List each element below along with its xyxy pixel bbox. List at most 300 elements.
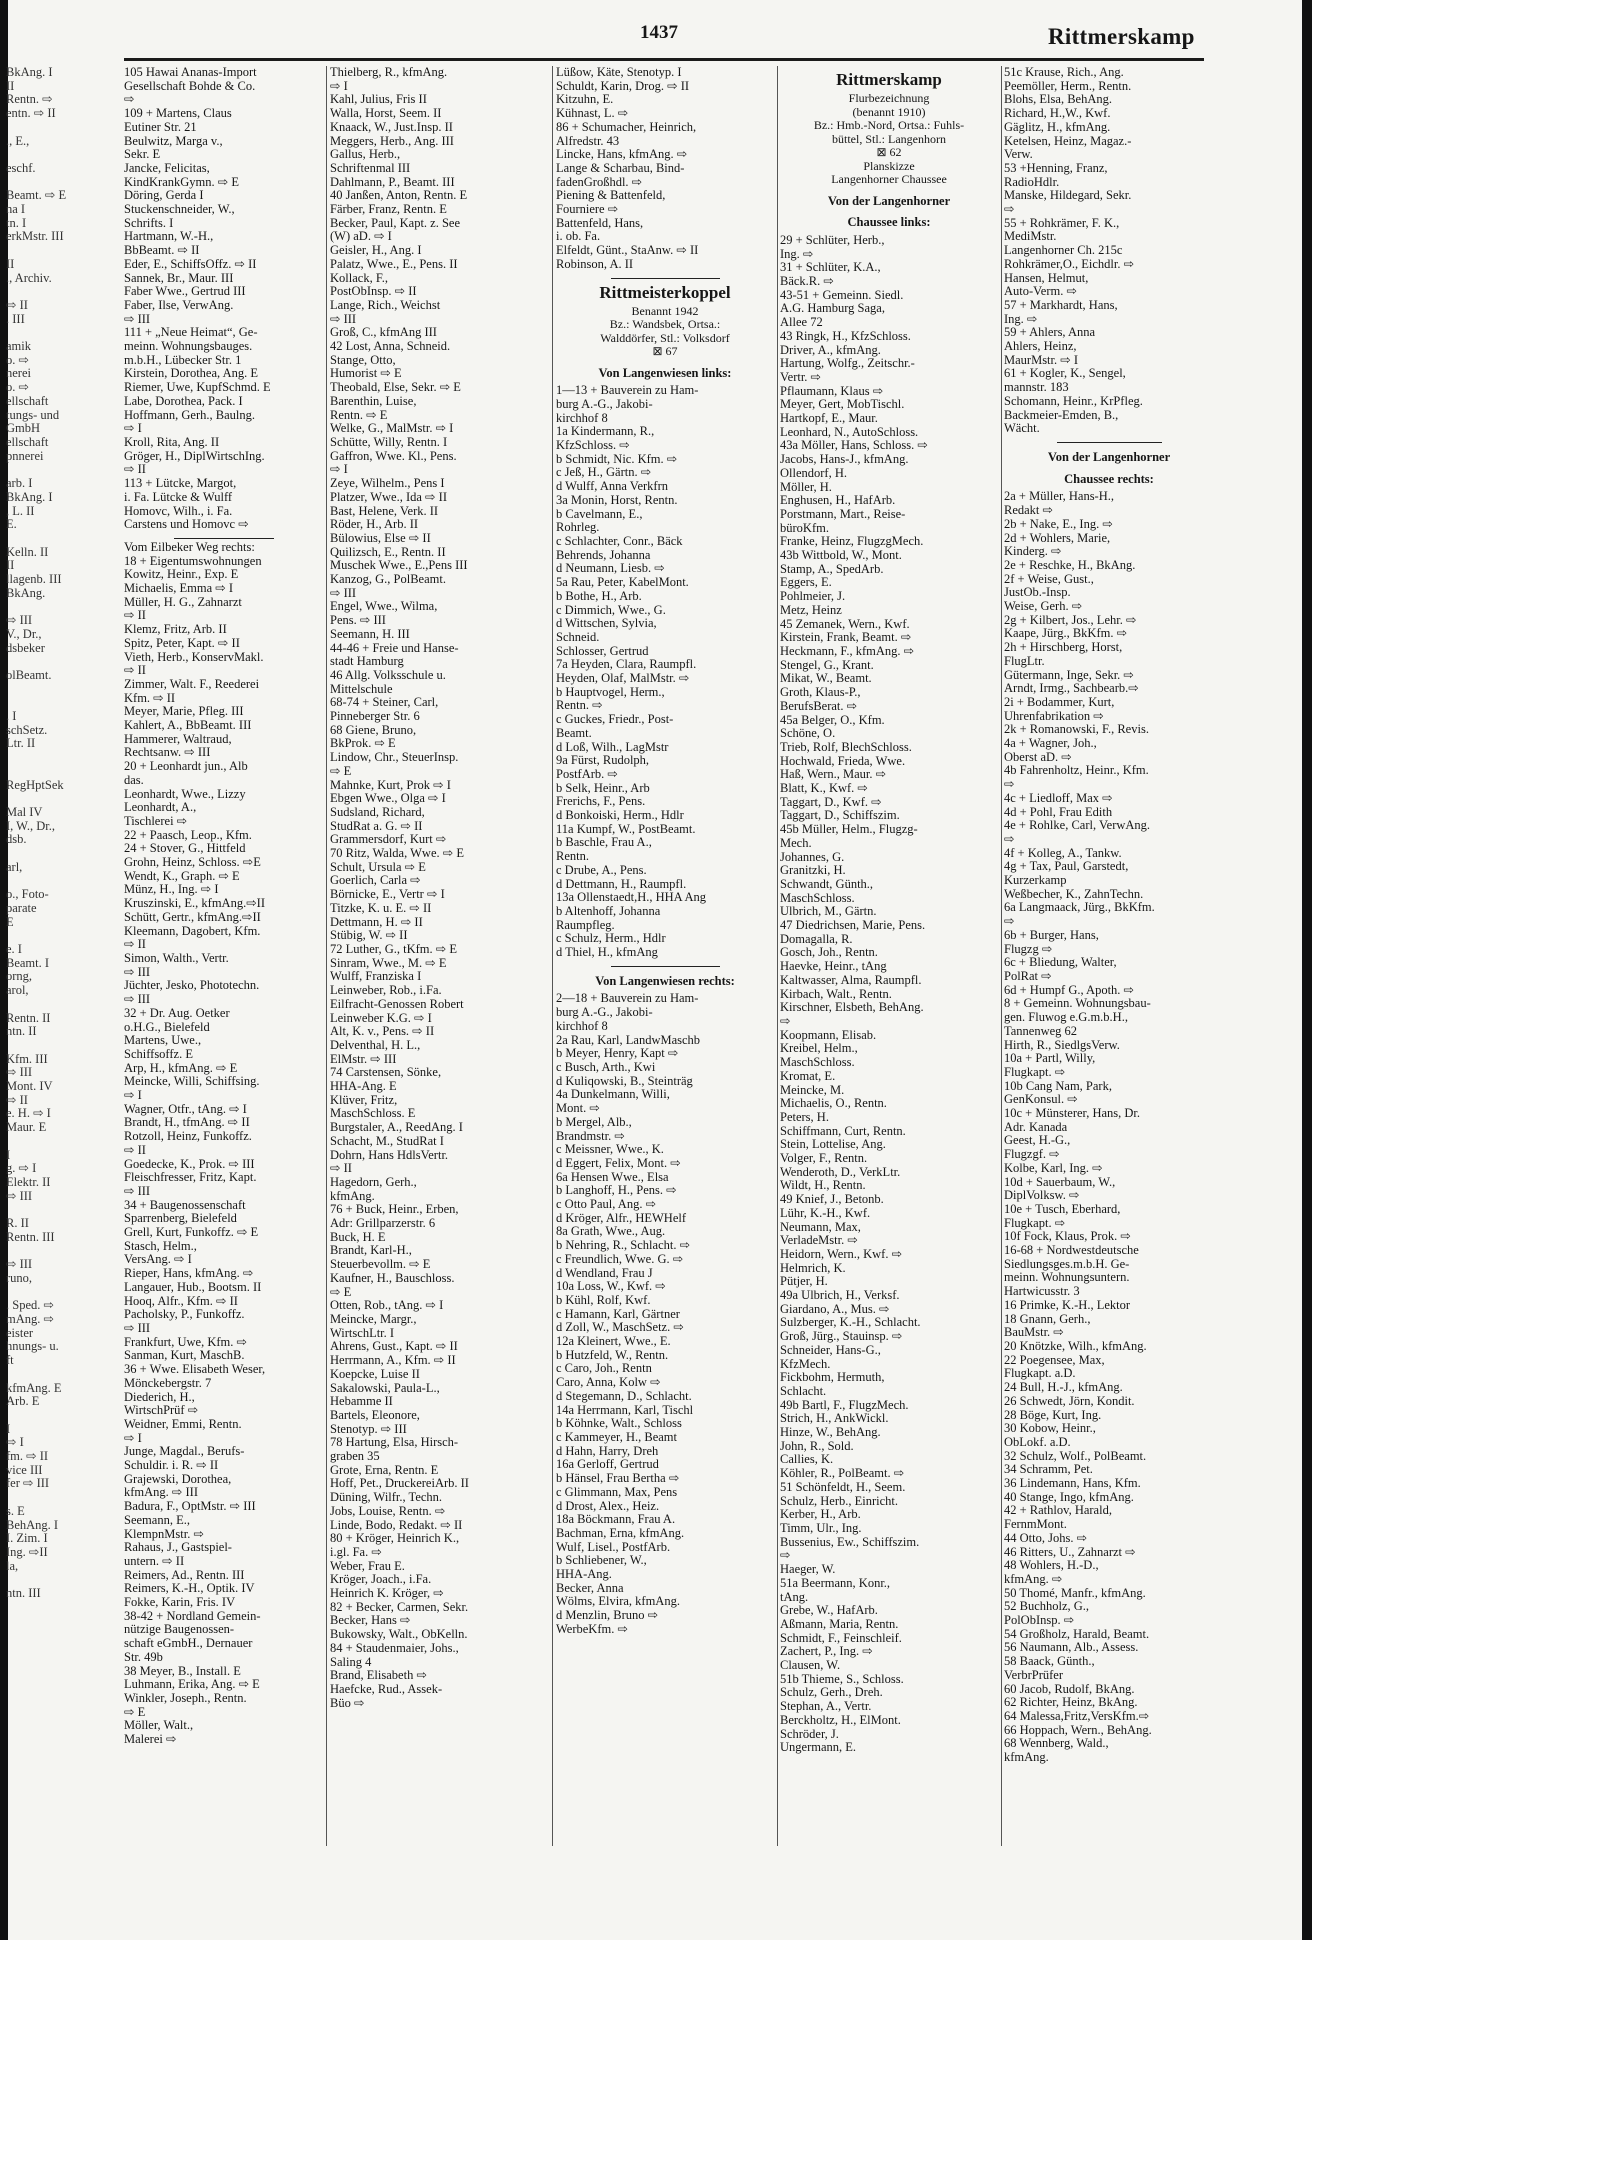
entry-line: Badura, F., OptMstr. ⇨ III — [124, 1499, 256, 1514]
entry-line: GenKonsul. ⇨ — [1004, 1092, 1078, 1107]
entry-line: Stenotyp. ⇨ III — [330, 1421, 407, 1436]
entry-line: Rentn. — [556, 849, 589, 864]
entry-line: Meggers, Herb., Ang. III — [330, 133, 454, 148]
entry-line: Büo ⇨ — [330, 1695, 365, 1710]
entry-line: Hansen, Helmut, — [1004, 270, 1089, 285]
entry-line: Kreibel, Helm., — [780, 1041, 858, 1056]
entry-line: Beulwitz, Marga v., — [124, 133, 223, 148]
entry-line: KfzMech. — [780, 1356, 831, 1371]
entry-line: c Guckes, Friedr., Post- — [556, 712, 674, 727]
entry-line: 10f Fock, Klaus, Prok. ⇨ — [1004, 1229, 1131, 1244]
entry-line: 10c + Münsterer, Hans, Dr. — [1004, 1106, 1141, 1121]
entry-line: John, R., Sold. — [780, 1438, 854, 1453]
entry-line — [6, 285, 124, 299]
entry-line: II — [6, 558, 15, 573]
column-3 — [556, 66, 774, 1936]
entry-line: I — [6, 1421, 11, 1436]
entry-line: Röder, H., Arb. II — [330, 517, 419, 532]
entry-line: Hochwald, Frieda, Wwe. — [780, 753, 906, 768]
entry-line: VersAng. ⇨ I — [124, 1252, 192, 1267]
entry-line: Carstens und Homovc ⇨ — [124, 517, 249, 532]
column-4 — [780, 66, 998, 1936]
entry-line: Frerichs, F., Pens. — [556, 794, 646, 809]
entry-line: Homovc, Wilh., i. Fa. — [124, 503, 233, 518]
entry-line: c Freundlich, Wwe. G. ⇨ — [556, 1251, 684, 1266]
entry-line: 38 Meyer, B., Install. E — [124, 1663, 241, 1678]
entry-line: 18a Böckmann, Frau A. — [556, 1512, 676, 1527]
entry-line: Bussenius, Ew., Schiffszim. — [780, 1534, 920, 1549]
entry-line: d Wulff, Anna Verkfrn — [556, 479, 668, 494]
entry-line: nerei — [6, 366, 31, 381]
entry-line: b Nehring, R., Schlacht. ⇨ — [556, 1238, 691, 1253]
entry-line: 1—13 + Bauverein zu Ham- — [556, 383, 699, 398]
entry-line — [6, 1135, 124, 1149]
entry-line: b Mergel, Alb., — [556, 1114, 632, 1129]
entry-line: Volger, F., Rentn. — [780, 1151, 868, 1166]
entry-line: Kaufner, H., Bauschloss. — [330, 1270, 455, 1285]
entry-line: Verw. — [1004, 147, 1033, 162]
entry-line: ft — [6, 1353, 14, 1368]
entry-line: 16a Gerloff, Gertrud — [556, 1457, 659, 1472]
entry-line: Reimers, K.-H., Optik. IV — [124, 1581, 255, 1596]
street-info: Bz.: Hmb.-Nord, Ortsa.: Fuhls- — [813, 118, 965, 132]
entry-line: Burgstaler, A., ReedAng. I — [330, 1120, 463, 1135]
entry-line: Walla, Horst, Seem. II — [330, 106, 442, 121]
entry-line: 61 + Kogler, K., Sengel, — [1004, 366, 1126, 381]
entry-line: Dettmann, H. ⇨ II — [330, 914, 423, 929]
entry-line — [6, 751, 124, 765]
entry-line: eschf. — [6, 160, 36, 175]
entry-line: llagenb. III — [6, 572, 62, 587]
entry-line: schaft eGmbH., Dernauer — [124, 1636, 253, 1651]
entry-line: 45a Belger, O., Kfm. — [780, 712, 885, 727]
entry-line: 7a Heyden, Clara, Raumpfl. — [556, 657, 697, 672]
entry-line: d Kröger, Alfr., HEWHelf — [556, 1210, 687, 1225]
entry-line: 48 Wohlers, H.-D., — [1004, 1558, 1099, 1573]
column-clipped-left — [6, 66, 124, 1936]
entry-line: 4b Fahrenholtz, Heinr., Kfm. — [1004, 763, 1149, 778]
entry-line: 82 + Becker, Carmen, Sekr. — [330, 1599, 469, 1614]
entry-line: Buck, H. E — [330, 1229, 386, 1244]
entry-line: Heidorn, Wern., Kwf. ⇨ — [780, 1246, 903, 1261]
entry-line: 76 + Buck, Heinr., Erben, — [330, 1202, 459, 1217]
entry-line: ⇨ III — [6, 1257, 33, 1272]
entry-line: Callies, K. — [780, 1452, 834, 1467]
entry-line: ⇨ — [1004, 202, 1015, 217]
entry-line: Rahaus, J., Gastspiel- — [124, 1540, 232, 1555]
entry-line: kfmAng. ⇨ III — [124, 1485, 198, 1500]
entry-line: Gesellschaft Bohde & Co. — [124, 78, 256, 93]
entry-line: Gallus, Herb., — [330, 147, 401, 162]
entry-line: Dohrn, Hans HdlsVertr. — [330, 1147, 449, 1162]
entry-line: Behrends, Johanna — [556, 547, 651, 562]
entry-line: 24 Bull, H.-J., kfmAng. — [1004, 1380, 1123, 1395]
entry-line: Goerlich, Carla ⇨ — [330, 873, 421, 888]
entry-line: Hebamme II — [330, 1394, 393, 1409]
entry-line: 43a Möller, Hans, Schloss. ⇨ — [780, 438, 928, 453]
entry-line: arb. I — [6, 476, 33, 491]
entry-line: 55 + Rohkrämer, F. K., — [1004, 215, 1120, 230]
entry-line: 51 Schönfeldt, H., Seem. — [780, 1479, 906, 1494]
entry-line: A.G. Hamburg Saga, — [780, 301, 885, 316]
entry-line: ⇨ II — [124, 937, 146, 952]
entry-line: 86 + Schumacher, Heinrich, — [556, 119, 697, 134]
entry-line: ⇨ III — [124, 1183, 151, 1198]
entry-line: Enghusen, H., HafArb. — [780, 493, 896, 508]
entry-line: 4g + Tax, Paul, Garstedt, — [1004, 859, 1129, 874]
entry-line: V., Dr., — [6, 626, 42, 641]
entry-line: Giardano, A., Mus. ⇨ — [780, 1301, 890, 1316]
entry-line: o. ⇨ — [6, 380, 29, 395]
entry-line: tAng. — [780, 1589, 809, 1604]
entry-line: ⇨ I — [330, 78, 348, 93]
entry-line: Arp, H., kfmAng. ⇨ E — [124, 1060, 238, 1075]
entry-line: Maur. E — [6, 1120, 47, 1135]
entry-line: 68-74 + Steiner, Carl, — [330, 695, 439, 710]
entry-line: ⇨ — [780, 1548, 791, 1563]
entry-line: gen. Fluwog e.G.m.b.H., — [1004, 1010, 1128, 1025]
entry-line: amik — [6, 339, 31, 354]
entry-line: Langenhorner Ch. 215c — [1004, 243, 1123, 258]
entry-line: Eggers, E. — [780, 575, 832, 590]
entry-line: 4f + Kolleg, A., Tankw. — [1004, 845, 1122, 860]
entry-line — [6, 792, 124, 806]
entry-line: Fleischfresser, Fritz, Kapt. — [124, 1170, 257, 1185]
entry-line: MaurMstr. ⇨ I — [1004, 352, 1079, 367]
column-divider — [1001, 66, 1002, 1846]
entry-line: 30 Kobow, Heinr., — [1004, 1421, 1096, 1436]
entry-line: Dahlmann, P., Beamt. III — [330, 174, 455, 189]
entry-line: Flugzgf. ⇨ — [1004, 1147, 1060, 1162]
entry-line: Flugkapt. ⇨ — [1004, 1064, 1066, 1079]
entry-line: 2k + Romanowski, F., Revis. — [1004, 722, 1149, 737]
entry-line: WerbeKfm. ⇨ — [556, 1621, 628, 1636]
entry-line: Schiffsoffz. E — [124, 1046, 193, 1061]
entry-line: d Neumann, Liesb. ⇨ — [556, 561, 665, 576]
entry-line: 31 + Schlüter, K.A., — [780, 260, 881, 275]
entry-line: b Cavelmann, E., — [556, 506, 643, 521]
entry-line: Stübig, W. ⇨ II — [330, 928, 408, 943]
entry-line: Schuldir. i. R. ⇨ II — [124, 1458, 219, 1473]
entry-line: b Schliebener, W., — [556, 1553, 647, 1568]
column-divider — [326, 66, 327, 1846]
entry-line: 72 Luther, G., tKfm. ⇨ E — [330, 942, 457, 956]
entry-line: Schacht, M., StudRat I — [330, 1133, 444, 1148]
entry-line: ⇨ III — [6, 1188, 33, 1203]
entry-line: Hagedorn, Gerh., — [330, 1174, 417, 1189]
entry-line: 51a Beermann, Konr., — [780, 1575, 891, 1590]
entry-line: Lange, Rich., Weichst — [330, 297, 441, 312]
entry-line: Leonhardt, Wwe., Lizzy — [124, 786, 246, 801]
entry-line: Ollendorf, H. — [780, 465, 847, 480]
entry-line: Leonhard, N., AutoSchloss. — [780, 424, 919, 439]
entry-line: Kaape, Jürg., BkKfm. ⇨ — [1004, 626, 1128, 641]
entry-line: Raumpfleg. — [556, 917, 615, 932]
entry-line: olBeamt. — [6, 667, 52, 682]
entry-line: 59 + Ahlers, Anna — [1004, 325, 1096, 340]
entry-line: c Schulz, Herm., Hdlr — [556, 931, 666, 946]
entry-line: Martens, Uwe., — [124, 1033, 202, 1048]
entry-line: b Köhnke, Walt., Schloss — [556, 1416, 682, 1431]
street-info: büttel, Stl.: Langenhorn — [832, 131, 946, 146]
entry-line: 34 + Baugenossenschaft — [124, 1197, 246, 1212]
entry-line: la, — [6, 1558, 19, 1573]
entry-line: Neumann, Max, — [780, 1219, 861, 1234]
entry-line: Metz, Heinz — [780, 602, 842, 617]
entry-line: 66 Hoppach, Wern., BehAng. — [1004, 1722, 1152, 1737]
entry-line: ⇨ E — [124, 1704, 146, 1719]
entry-line: Sparrenberg, Bielefeld — [124, 1211, 237, 1226]
entry-line: Weßbecher, K., ZahnTechn. — [1004, 886, 1144, 901]
entry-line: ElMstr. ⇨ III — [330, 1051, 397, 1066]
entry-line: Arb. E — [6, 1394, 40, 1409]
entry-line: 42 Lost, Anna, Schneid. — [330, 339, 451, 354]
entry-line: . III — [6, 311, 25, 326]
entry-line: b Hauptvogel, Herm., — [556, 684, 665, 699]
entry-line: m.b.H., Lübecker Str. 1 — [124, 352, 242, 367]
street-info: Planskizze — [863, 158, 915, 173]
street-info: Flurbezeichnung — [848, 91, 930, 105]
entry-line: Blatt, K., Kwf. ⇨ — [780, 781, 868, 796]
entry-line: Schröder, J. — [780, 1726, 839, 1741]
entry-line: Brandt, H., tfmAng. ⇨ II — [124, 1115, 250, 1130]
entry-line: ellschaft — [6, 393, 49, 408]
entry-line: ⇨ I — [124, 1088, 142, 1103]
entry-line: Schütte, Willy, Rentn. I — [330, 434, 448, 449]
entry-line: Schult, Ursula ⇨ E — [330, 859, 426, 874]
entry-line: Brandmstr. ⇨ — [556, 1128, 625, 1143]
entry-line: Kfm. III — [6, 1051, 48, 1066]
entry-line — [6, 600, 124, 614]
entry-line: 84 + Staudenmaier, Johs., — [330, 1640, 459, 1655]
entry-line: Barenthin, Luise, — [330, 393, 417, 408]
entry-line: burg A.-G., Jakobi- — [556, 1005, 653, 1020]
entry-line: Kaltwasser, Alma, Raumpfl. — [780, 972, 922, 987]
entry-line: Mahnke, Kurt, Prok ⇨ I — [330, 777, 451, 792]
entry-line: Pinneberger Str. 6 — [330, 709, 420, 724]
entry-line: b Baschle, Frau A., — [556, 835, 652, 850]
entry-line: 6c + Bliedung, Walter, — [1004, 955, 1117, 970]
entry-line: Grote, Erna, Rentn. E — [330, 1462, 439, 1477]
entry-line: Koepcke, Luise II — [330, 1366, 420, 1381]
entry-line: b Selk, Heinr., Arb — [556, 780, 650, 795]
entry-line: PostfArb. ⇨ — [556, 766, 618, 781]
entry-line: I. Zim. I — [6, 1531, 48, 1546]
entry-line: d Eggert, Felix, Mont. ⇨ — [556, 1155, 681, 1170]
entry-line: Schneider, Hans-G., — [780, 1342, 881, 1357]
entry-line: 2a + Müller, Hans-H., — [1004, 489, 1114, 504]
entry-line: Hooq, Alfr., Kfm. ⇨ II — [124, 1293, 238, 1308]
entry-line: Becker, Anna — [556, 1580, 624, 1595]
entry-line — [6, 326, 124, 340]
entry-line: Bast, Helene, Verk. II — [330, 503, 439, 518]
entry-line: Meincke, Willi, Schiffsing. — [124, 1074, 260, 1089]
running-head: Rittmerskamp — [1048, 24, 1195, 49]
entry-line: mAng. ⇨ — [6, 1311, 54, 1326]
entry-line: Engel, Wwe., Wilma, — [330, 599, 438, 614]
entry-line: BauMstr. ⇨ — [1004, 1325, 1064, 1340]
entry-line: Goedecke, K., Prok. ⇨ III — [124, 1156, 255, 1171]
entry-line: c Kammeyer, H., Beamt — [556, 1429, 677, 1444]
entry-line: Elfeldt, Günt., StaAnw. ⇨ II — [556, 243, 699, 258]
entry-line: Vieth, Herb., KonservMakl. — [124, 649, 264, 664]
entry-line: BerufsBerat. ⇨ — [780, 698, 858, 713]
entry-line: 64 Malessa,Fritz,VersKfm.⇨ — [1004, 1708, 1150, 1723]
entry-line: Platzer, Wwe., Ida ⇨ II — [330, 489, 447, 504]
entry-line: Peemöller, Herm., Rentn. — [1004, 78, 1132, 93]
entry-line: Aßmann, Maria, Rentn. — [780, 1616, 899, 1631]
entry-line: dsb. — [6, 832, 27, 847]
entry-line: untern. ⇨ II — [124, 1553, 185, 1568]
entry-line: d Zoll, W., MaschSetz. ⇨ — [556, 1320, 684, 1335]
entry-line: arl, — [6, 859, 23, 874]
entry-line: Groß, C., kfmAng III — [330, 325, 437, 340]
column-divider — [552, 66, 553, 1846]
entry-line: o., Foto- — [6, 887, 49, 902]
entry-line: Ing. ⇨II — [6, 1544, 48, 1559]
entry-line: 45 Zemanek, Wern., Kwf. — [780, 616, 910, 631]
entry-line: 13a Ollenstaedt,H., HHA Ang — [556, 890, 706, 905]
entry-line: kfmAng. ⇨ — [1004, 1571, 1063, 1586]
entry-line: 42 + Rathlov, Harald, — [1004, 1503, 1112, 1518]
entry-line: Winkler, Joseph., Rentn. — [124, 1690, 247, 1705]
entry-line: 68 Wennberg, Wald., — [1004, 1736, 1109, 1751]
entry-line: Elektr. II — [6, 1174, 51, 1189]
entry-line: Weber, Frau E. — [330, 1558, 405, 1573]
entry-line: 32 + Dr. Aug. Oetker — [124, 1005, 230, 1020]
entry-line: Muschek Wwe., E.,Pens III — [330, 558, 468, 573]
entry-line: 68 Giene, Bruno, — [330, 722, 417, 737]
column-2 — [330, 66, 548, 1936]
entry-line: Schmidt, F., Feinschleif. — [780, 1630, 902, 1645]
entry-line: Bachman, Erna, kfmAng. — [556, 1525, 685, 1540]
entry-line — [6, 1409, 124, 1423]
entry-line — [6, 683, 124, 697]
entry-line: 4e + Rohlke, Carl, VerwAng. — [1004, 818, 1151, 833]
entry-line: Adr: Grillparzerstr. 6 — [330, 1216, 436, 1231]
page-number: 1437 — [640, 22, 678, 43]
entry-line: c Busch, Arth., Kwi — [556, 1060, 656, 1074]
entry-line: c Drube, A., Pens. — [556, 862, 647, 877]
entry-line: 2h + Hirschberg, Horst, — [1004, 640, 1123, 655]
entry-line: Wenderoth, D., VerkLtr. — [780, 1164, 901, 1179]
entry-line: b Hänsel, Frau Bertha ⇨ — [556, 1471, 680, 1486]
entry-line: Kahlert, A., BbBeamt. III — [124, 718, 252, 733]
entry-line: Meyer, Marie, Pfleg. III — [124, 704, 244, 719]
entry-line: Schiffmann, Curt, Rentn. — [780, 1123, 906, 1138]
entry-line: Simon, Walth., Vertr. — [124, 951, 229, 965]
entry-line: Grajewski, Dorothea, — [124, 1471, 232, 1486]
entry-line: II — [6, 78, 15, 93]
entry-line: Richard, H.,W., Kwf. — [1004, 106, 1111, 121]
entry-line: d Loß, Wilh., LagMstr — [556, 739, 669, 754]
entry-line: Koopmann, Elisab. — [780, 1027, 877, 1042]
entry-line: Haß, Wern., Maur. ⇨ — [780, 767, 887, 782]
entry-line: Berckholtz, H., ElMont. — [780, 1712, 901, 1727]
entry-line: BbBeamt. ⇨ II — [124, 243, 200, 258]
entry-line: Faber, Ilse, VerwAng. — [124, 297, 234, 312]
entry-line: fm. ⇨ II — [6, 1449, 49, 1464]
entry-line: 36 + Wwe. Elisabeth Weser, — [124, 1362, 266, 1377]
entry-line: stadt Hamburg — [330, 654, 404, 669]
entry-line: c Jeß, H., Gärtn. ⇨ — [556, 465, 652, 480]
entry-line: Kinderg. ⇨ — [1004, 544, 1062, 559]
entry-line: 4c + Liedloff, Max ⇨ — [1004, 790, 1113, 805]
entry-line: Meyer, Gert, MobTischl. — [780, 397, 905, 412]
entry-line: Piening & Battenfeld, — [556, 188, 666, 203]
entry-line: fadenGroßhdl. ⇨ — [556, 174, 643, 189]
entry-line: ⇨ III — [6, 613, 33, 628]
entry-line: pnnerei — [6, 448, 44, 463]
entry-line: d Dettmann, H., Raumpfl. — [556, 876, 687, 891]
entry-line: Stein, Lottelise, Ang. — [780, 1137, 886, 1152]
entry-line: Domagalla, R. — [780, 931, 853, 946]
entry-line: Pacholsky, P., Funkoffz. — [124, 1307, 245, 1322]
entry-line: das. — [124, 772, 144, 787]
entry-line: ⇨ I — [124, 421, 142, 436]
street-info: Bz.: Wandsbek, Ortsa.: — [609, 317, 721, 332]
entry-line: Luhmann, Erika, Ang. ⇨ E — [124, 1677, 260, 1692]
entry-line — [6, 696, 124, 710]
entry-line: FlugLtr. — [1004, 653, 1045, 668]
entry-line: Tischlerei ⇨ — [124, 813, 188, 828]
entry-line: Pens. ⇨ III — [330, 613, 386, 628]
entry-line: 38-42 + Nordland Gemein- — [124, 1608, 261, 1623]
street-info: Langenhorner Chaussee — [831, 172, 947, 186]
entry-line: Sannek, Br., Maur. III — [124, 270, 234, 285]
entry-line: 46 Ritters, U., Zahnarzt ⇨ — [1004, 1544, 1136, 1559]
entry-line: Junge, Magdal., Berufs- — [124, 1444, 245, 1459]
entry-line: Hoffmann, Gerh., Baulng. — [124, 407, 255, 422]
entry-line: Malerei ⇨ — [124, 1732, 177, 1747]
entry-line: Auto-Verm. ⇨ — [1004, 284, 1077, 299]
entry-line: 60 Jacob, Rudolf, BkAng. — [1004, 1681, 1135, 1696]
entry-line: Wölms, Elvira, kfmAng. — [556, 1594, 680, 1609]
entry-line: Gaffron, Wwe. Kl., Pens. — [330, 448, 457, 463]
entry-line: WirtschPrüf ⇨ — [124, 1403, 199, 1418]
column-divider — [777, 66, 778, 1846]
entry-line: Siedlungsges.m.b.H. Ge- — [1004, 1256, 1130, 1271]
entry-line: Humorist ⇨ E — [330, 366, 402, 381]
entry-line: Blohs, Elsa, BehAng. — [1004, 92, 1112, 107]
entry-line: Grammersdorf, Kurt ⇨ — [330, 832, 447, 847]
entry-line — [6, 1244, 124, 1258]
entry-line: Eilfracht-Genossen Robert — [330, 996, 464, 1011]
entry-line — [6, 998, 124, 1012]
entry-line: Redakt ⇨ — [1004, 503, 1054, 518]
entry-line: Kanzog, G., PolBeamt. — [330, 572, 446, 587]
entry-line: 18 Gnann, Gerh., — [1004, 1311, 1091, 1326]
entry-line: 43b Wittbold, W., Mont. — [780, 548, 902, 563]
entry-line — [6, 176, 124, 190]
entry-line: 11a Kumpf, W., PostBeamt. — [556, 821, 696, 836]
entry-line: b Meyer, Henry, Kapt ⇨ — [556, 1046, 679, 1061]
entry-line: PolObInsp. ⇨ — [1004, 1613, 1075, 1628]
entry-line: VerbrPrüfer — [1004, 1667, 1064, 1682]
entry-line: Sulzberger, K.-H., Schlacht. — [780, 1315, 921, 1330]
entry-line: GmbH — [6, 421, 41, 436]
entry-line: Wulff, Franziska I — [330, 969, 422, 984]
entry-line: 57 + Markhardt, Hans, — [1004, 297, 1118, 312]
entry-line: 6d + Humpf G., Apoth. ⇨ — [1004, 982, 1135, 997]
entry-line: ⇨ — [1004, 831, 1015, 846]
entry-line: RegHptSek — [6, 777, 64, 792]
entry-line: BkAng. I — [6, 489, 53, 504]
entry-line: kfmAng. — [1004, 1750, 1049, 1765]
entry-line: d Hahn, Harry, Dreh — [556, 1443, 659, 1458]
entry-line: d Menzlin, Bruno ⇨ — [556, 1608, 659, 1623]
entry-line: entn. ⇨ II — [6, 106, 56, 121]
